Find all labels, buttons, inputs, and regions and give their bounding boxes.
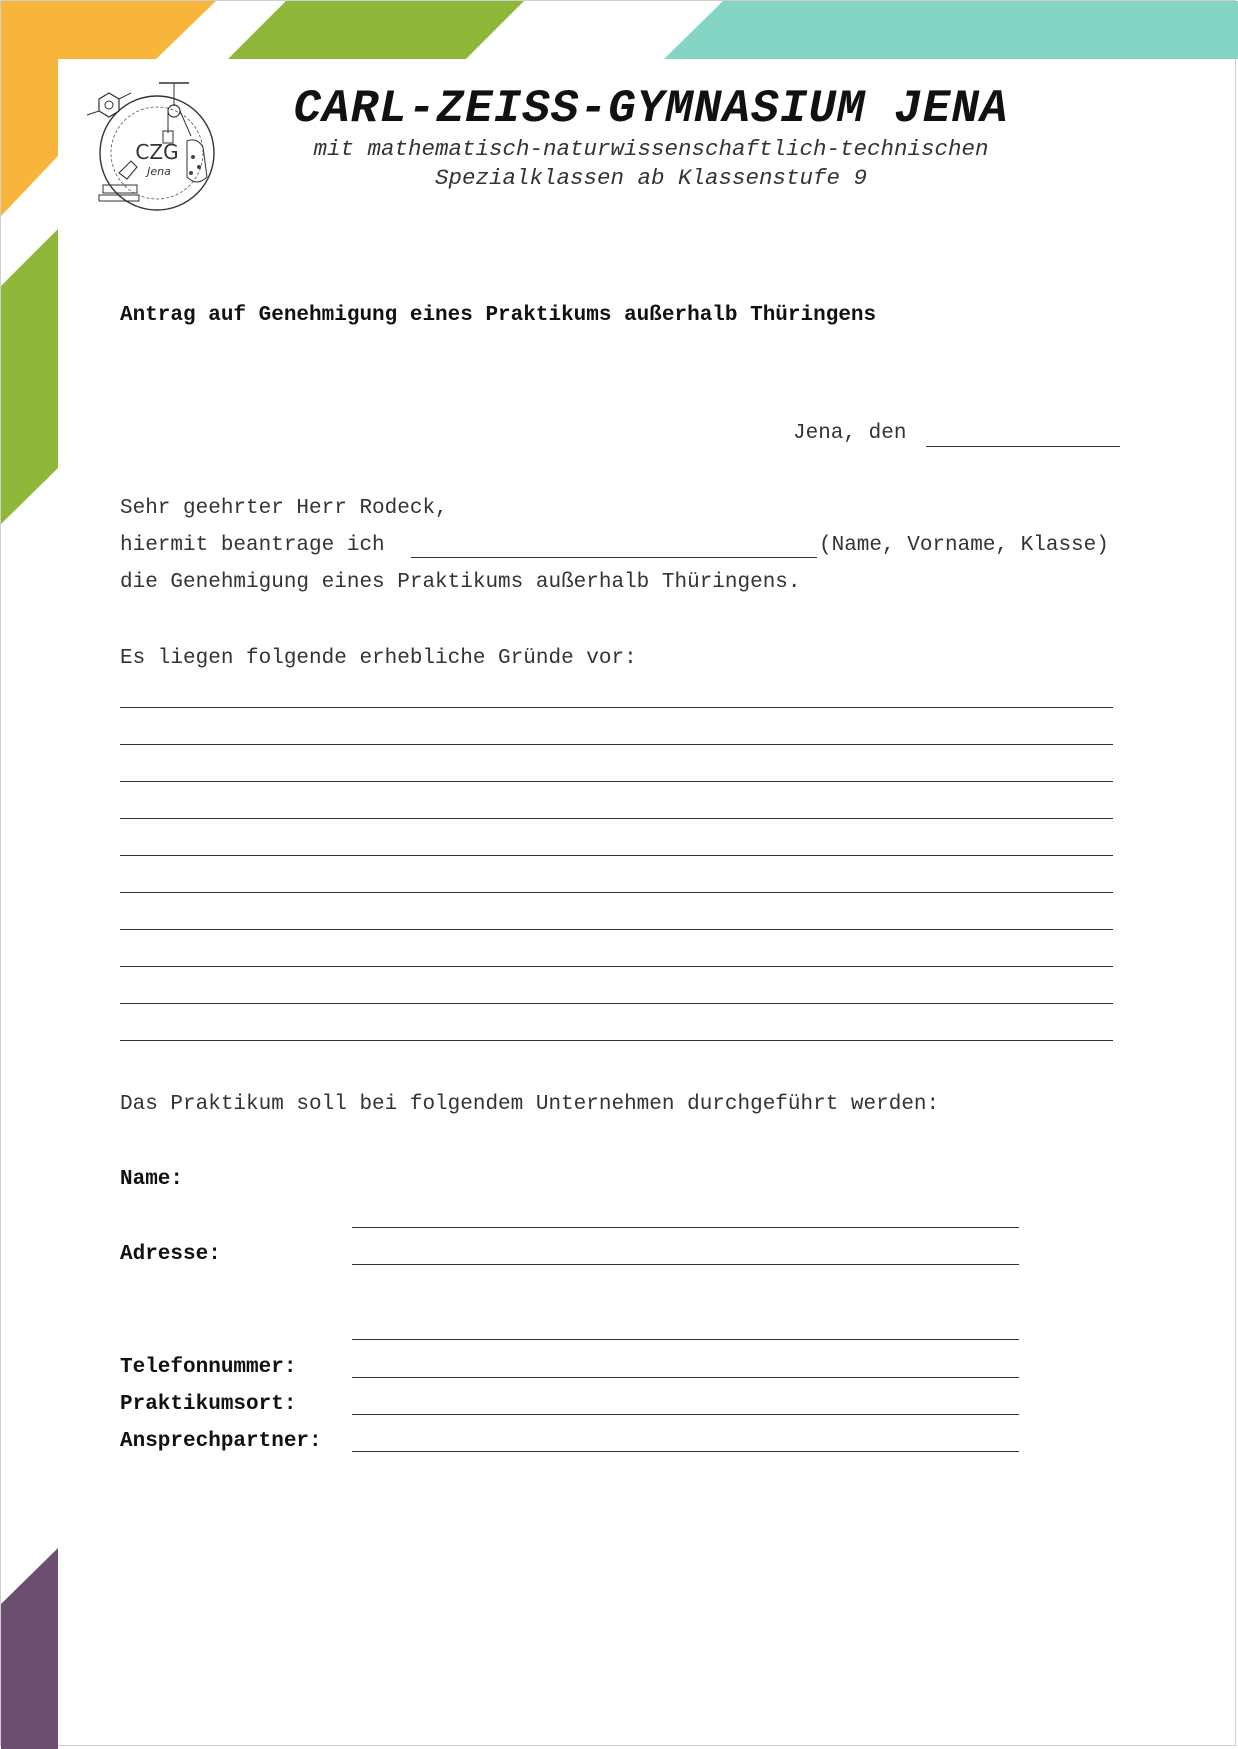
green-stripe-top <box>228 1 524 59</box>
green-stripe-left <box>1 229 58 524</box>
location-label: Praktikumsort: <box>120 1393 297 1416</box>
location-field[interactable] <box>352 1414 1019 1415</box>
reasons-label: Es liegen folgende erhebliche Gründe vor: <box>120 647 637 670</box>
school-title: CARL-ZEISS-GYMNASIUM JENA <box>293 83 1009 135</box>
reason-line[interactable] <box>120 744 1113 745</box>
address-field-line-2[interactable] <box>352 1339 1019 1340</box>
reason-line[interactable] <box>120 707 1113 708</box>
reason-line[interactable] <box>120 1003 1113 1004</box>
reason-line[interactable] <box>120 818 1113 819</box>
request-prefix: hiermit beantrage ich <box>120 534 385 557</box>
company-name-field[interactable] <box>352 1227 1019 1228</box>
reason-line[interactable] <box>120 781 1113 782</box>
reason-line[interactable] <box>120 929 1113 930</box>
subtitle-line-1: mit mathematisch-naturwissenschaftlich-technischen <box>313 136 989 162</box>
student-name-field[interactable] <box>411 557 817 558</box>
address-field-line-1[interactable] <box>352 1264 1019 1265</box>
teal-stripe <box>664 1 1238 59</box>
contact-field[interactable] <box>352 1451 1019 1452</box>
logo-city: Jena <box>147 165 171 178</box>
phone-label: Telefonnummer: <box>120 1356 297 1379</box>
subtitle-line-2: Spezialklassen ab Klassenstufe 9 <box>434 165 868 191</box>
reason-line[interactable] <box>120 1040 1113 1041</box>
reason-line[interactable] <box>120 966 1113 967</box>
date-field[interactable] <box>926 446 1120 447</box>
address-label: Adresse: <box>120 1243 221 1266</box>
decorative-stripes <box>1 1 1238 1749</box>
reason-line[interactable] <box>120 855 1113 856</box>
purple-stripe <box>1 1548 58 1749</box>
school-logo <box>79 81 225 221</box>
salutation: Sehr geehrter Herr Rodeck, <box>120 497 448 520</box>
logo-abbreviation: CZG <box>135 140 179 164</box>
form-heading: Antrag auf Genehmigung eines Praktikums außerhalb Thüringens <box>120 304 877 327</box>
date-label: Jena, den <box>793 422 907 445</box>
contact-label: Ansprechpartner: <box>120 1430 322 1453</box>
school-subtitle <box>241 135 1061 193</box>
request-suffix: (Name, Vorname, Klasse) <box>819 534 1109 557</box>
company-label: Das Praktikum soll bei folgendem Unternehmen durchgeführt werden: <box>120 1093 940 1116</box>
name-label: Name: <box>120 1168 184 1191</box>
request-line-2: die Genehmigung eines Praktikums außerhalb Thüringens. <box>120 571 801 594</box>
reason-line[interactable] <box>120 892 1113 893</box>
phone-field[interactable] <box>352 1377 1019 1378</box>
